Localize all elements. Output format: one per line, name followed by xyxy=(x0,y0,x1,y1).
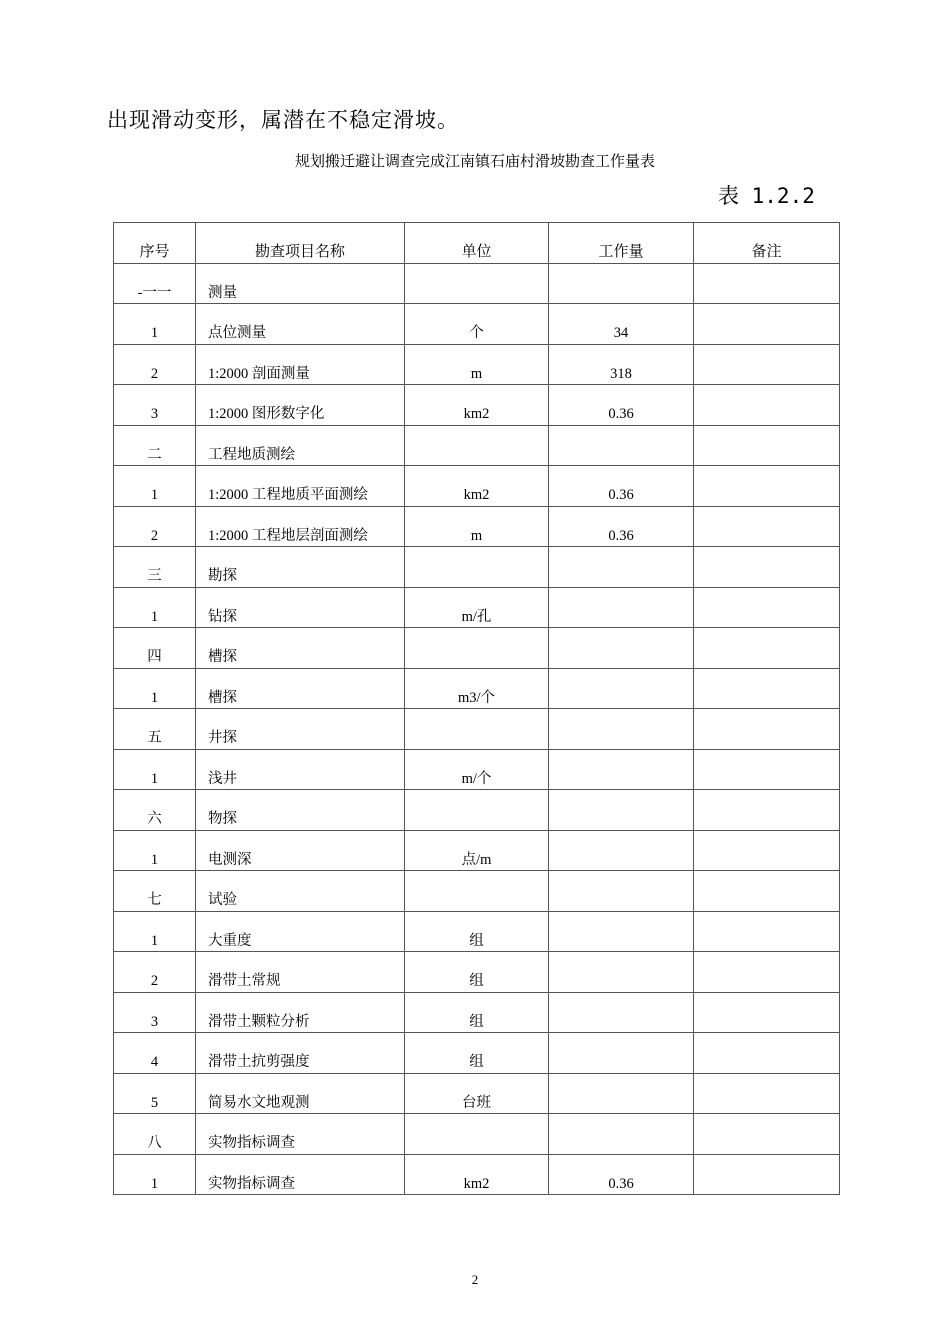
table-row xyxy=(114,992,840,1033)
cell-unit xyxy=(405,790,549,831)
cell-unit xyxy=(405,425,549,466)
cell-qty: 0.36 xyxy=(549,466,694,507)
cell-note xyxy=(694,830,840,871)
table-row xyxy=(114,871,840,912)
cell-no: 1 xyxy=(114,587,196,628)
cell-name: 试验 xyxy=(196,871,405,912)
cell-qty xyxy=(549,790,694,831)
cell-name: 槽探 xyxy=(196,628,405,669)
cell-no: 3 xyxy=(114,992,196,1033)
cell-qty: 0.36 xyxy=(549,1154,694,1195)
table-row xyxy=(114,911,840,952)
cell-note xyxy=(694,385,840,426)
cell-name: 滑带土颗粒分析 xyxy=(196,992,405,1033)
cell-unit xyxy=(405,547,549,588)
cell-note xyxy=(694,911,840,952)
table-row xyxy=(114,547,840,588)
cell-qty xyxy=(549,1114,694,1155)
table-row xyxy=(114,263,840,304)
cell-no: 4 xyxy=(114,1033,196,1074)
table-row xyxy=(114,587,840,628)
cell-note xyxy=(694,344,840,385)
cell-unit: km2 xyxy=(405,385,549,426)
cell-name: 点位测量 xyxy=(196,304,405,345)
cell-no: 四 xyxy=(114,628,196,669)
cell-no: 五 xyxy=(114,709,196,750)
cell-note xyxy=(694,547,840,588)
table-row xyxy=(114,952,840,993)
cell-name: 大重度 xyxy=(196,911,405,952)
cell-note xyxy=(694,749,840,790)
cell-name: 滑带土抗剪强度 xyxy=(196,1033,405,1074)
cell-no: 1 xyxy=(114,911,196,952)
cell-note xyxy=(694,263,840,304)
cell-qty xyxy=(549,871,694,912)
cell-unit: m3/个 xyxy=(405,668,549,709)
cell-name: 简易水文地观测 xyxy=(196,1073,405,1114)
table-row xyxy=(114,749,840,790)
cell-note xyxy=(694,1033,840,1074)
cell-note xyxy=(694,506,840,547)
cell-name: 1:2000 剖面测量 xyxy=(196,344,405,385)
table-caption: 规划搬迁避让调查完成江南镇石庙村滑坡勘查工作量表 xyxy=(294,154,655,170)
cell-no: 2 xyxy=(114,506,196,547)
cell-name: 勘探 xyxy=(196,547,405,588)
cell-unit: m/孔 xyxy=(405,587,549,628)
table-row xyxy=(114,1114,840,1155)
table-row xyxy=(114,344,840,385)
cell-note xyxy=(694,1154,840,1195)
cell-name: 浅井 xyxy=(196,749,405,790)
cell-name: 工程地质测绘 xyxy=(196,425,405,466)
cell-unit: 个 xyxy=(405,304,549,345)
cell-note xyxy=(694,628,840,669)
page-number: 2 xyxy=(471,1272,479,1287)
cell-qty xyxy=(549,628,694,669)
cell-qty xyxy=(549,1073,694,1114)
cell-note xyxy=(694,466,840,507)
cell-unit: m/个 xyxy=(405,749,549,790)
cell-name: 槽探 xyxy=(196,668,405,709)
cell-note xyxy=(694,1073,840,1114)
cell-no: 二 xyxy=(114,425,196,466)
cell-qty xyxy=(549,830,694,871)
cell-no: -一一 xyxy=(114,263,196,304)
header-no: 序号 xyxy=(114,223,196,264)
cell-no: 1 xyxy=(114,749,196,790)
cell-note xyxy=(694,1114,840,1155)
cell-unit: km2 xyxy=(405,466,549,507)
cell-unit xyxy=(405,871,549,912)
cell-name: 1:2000 图形数字化 xyxy=(196,385,405,426)
cell-name: 测量 xyxy=(196,263,405,304)
cell-note xyxy=(694,871,840,912)
cell-qty xyxy=(549,587,694,628)
cell-no: 1 xyxy=(114,304,196,345)
cell-qty xyxy=(549,709,694,750)
cell-unit: 组 xyxy=(405,952,549,993)
cell-no: 2 xyxy=(114,344,196,385)
table-row xyxy=(114,425,840,466)
cell-unit xyxy=(405,1114,549,1155)
cell-name: 滑带土常规 xyxy=(196,952,405,993)
cell-unit: 组 xyxy=(405,992,549,1033)
cell-qty: 34 xyxy=(549,304,694,345)
cell-no: 3 xyxy=(114,385,196,426)
table-row xyxy=(114,1154,840,1195)
cell-no: 八 xyxy=(114,1114,196,1155)
header-unit: 单位 xyxy=(405,223,549,264)
cell-no: 1 xyxy=(114,668,196,709)
cell-qty xyxy=(549,263,694,304)
cell-unit xyxy=(405,263,549,304)
table-row xyxy=(114,790,840,831)
cell-unit: 点/m xyxy=(405,830,549,871)
cell-qty: 0.36 xyxy=(549,506,694,547)
cell-no: 1 xyxy=(114,1154,196,1195)
cell-note xyxy=(694,668,840,709)
cell-unit: 台班 xyxy=(405,1073,549,1114)
cell-name: 1:2000 工程地层剖面测绘 xyxy=(196,506,405,547)
header-note: 备注 xyxy=(694,223,840,264)
cell-unit xyxy=(405,709,549,750)
cell-note xyxy=(694,992,840,1033)
table-row xyxy=(114,709,840,750)
cell-name: 井探 xyxy=(196,709,405,750)
cell-note xyxy=(694,952,840,993)
table-row xyxy=(114,466,840,507)
cell-no: 5 xyxy=(114,1073,196,1114)
table-row xyxy=(114,1073,840,1114)
cell-no: 七 xyxy=(114,871,196,912)
table-row xyxy=(114,385,840,426)
cell-note xyxy=(694,425,840,466)
table-row xyxy=(114,506,840,547)
cell-no: 三 xyxy=(114,547,196,588)
cell-name: 钻探 xyxy=(196,587,405,628)
cell-note xyxy=(694,709,840,750)
cell-unit: 组 xyxy=(405,1033,549,1074)
cell-no: 1 xyxy=(114,830,196,871)
cell-name: 电测深 xyxy=(196,830,405,871)
cell-note xyxy=(694,587,840,628)
cell-no: 2 xyxy=(114,952,196,993)
cell-qty xyxy=(549,668,694,709)
cell-qty: 318 xyxy=(549,344,694,385)
table-row xyxy=(114,304,840,345)
table-header-row xyxy=(114,223,840,264)
cell-name: 物探 xyxy=(196,790,405,831)
cell-qty xyxy=(549,749,694,790)
cell-name: 实物指标调查 xyxy=(196,1114,405,1155)
intro-paragraph: 出现滑动变形，属潜在不稳定滑坡。 xyxy=(107,108,459,132)
header-qty: 工作量 xyxy=(549,223,694,264)
table-row xyxy=(114,668,840,709)
cell-note xyxy=(694,790,840,831)
table-number: 表 1.2.2 xyxy=(718,184,815,208)
cell-note xyxy=(694,304,840,345)
cell-unit: m xyxy=(405,506,549,547)
cell-qty xyxy=(549,952,694,993)
cell-qty xyxy=(549,547,694,588)
cell-qty xyxy=(549,911,694,952)
cell-name: 1:2000 工程地质平面测绘 xyxy=(196,466,405,507)
cell-unit: 组 xyxy=(405,911,549,952)
cell-no: 六 xyxy=(114,790,196,831)
cell-unit xyxy=(405,628,549,669)
cell-qty xyxy=(549,425,694,466)
cell-unit: km2 xyxy=(405,1154,549,1195)
cell-no: 1 xyxy=(114,466,196,507)
cell-qty: 0.36 xyxy=(549,385,694,426)
header-name: 勘查项目名称 xyxy=(196,223,405,264)
table-row xyxy=(114,830,840,871)
table-row xyxy=(114,1033,840,1074)
cell-qty xyxy=(549,992,694,1033)
table-row xyxy=(114,628,840,669)
cell-qty xyxy=(549,1033,694,1074)
cell-unit: m xyxy=(405,344,549,385)
workload-table xyxy=(113,222,840,1195)
cell-name: 实物指标调查 xyxy=(196,1154,405,1195)
